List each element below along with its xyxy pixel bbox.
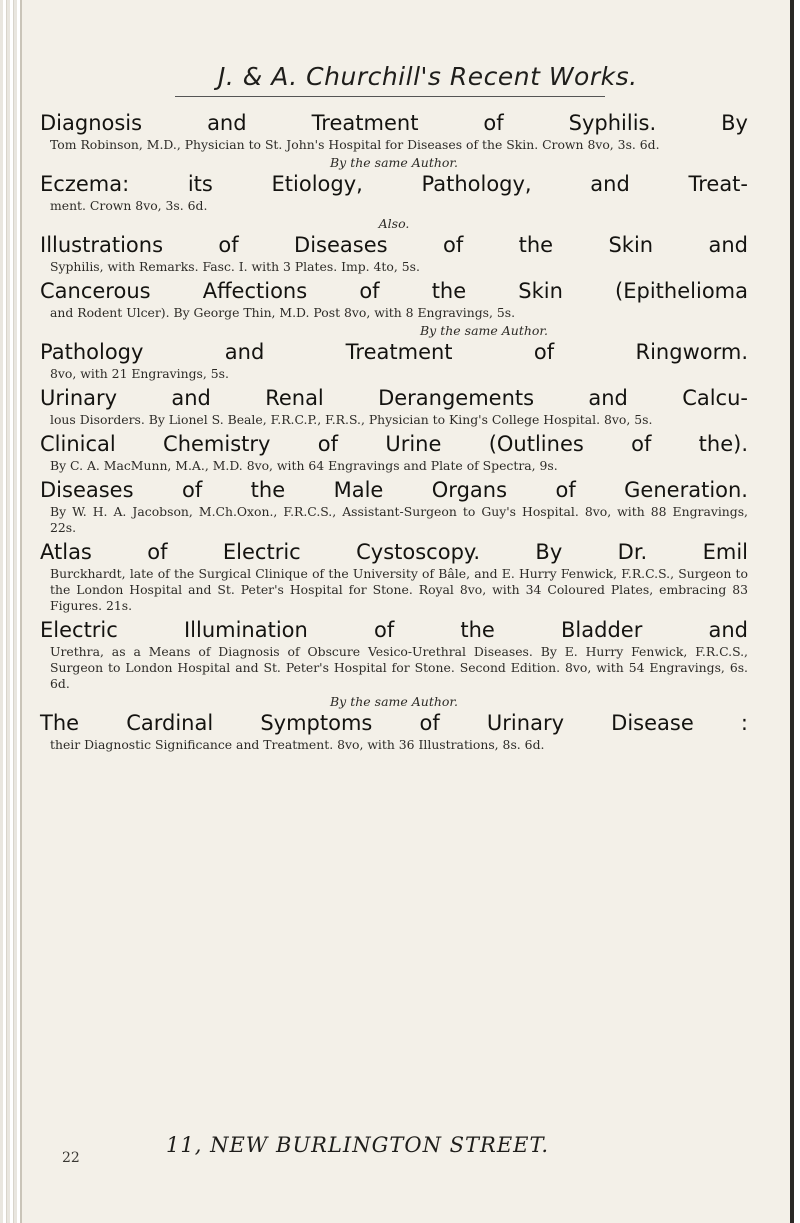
entry-body: Syphilis, with Remarks. Fasc. I. with 3 Plates. Imp. 4to, 5s. xyxy=(50,259,420,274)
publisher-address: 11, NEW BURLINGTON STREET. xyxy=(166,1133,550,1157)
entry-title: Atlas of Electric Cystoscopy. By Dr. Emil xyxy=(40,540,748,564)
entry-title: Clinical Chemistry of Urine (Outlines of the). xyxy=(40,432,748,456)
entry-byline: By the same Author. xyxy=(329,694,458,709)
entry-body: their Diagnostic Significance and Treatment. 8vo, with 36 Illustrations, 8s. 6d. xyxy=(50,737,545,752)
entry-title: Urinary and Renal Derangements and Calcu- xyxy=(40,386,748,410)
page-header: J. & A. Churchill's Recent Works. xyxy=(218,62,638,91)
entry-body: and Rodent Ulcer). By George Thin, M.D. Post 8vo, with 8 Engravings, 5s. xyxy=(50,305,516,320)
entry-byline: Also. xyxy=(378,216,410,231)
entry-title: Illustrations of Diseases of the Skin and xyxy=(40,233,748,257)
entry-title: Eczema: its Etiology, Pathology, and Treat- xyxy=(40,172,748,196)
entry-title: Diagnosis and Treatment of Syphilis. By xyxy=(40,111,748,135)
book-list xyxy=(40,110,748,753)
entry-body: Urethra, as a Means of Diagnosis of Obscure Vesico-Urethral Diseases. By E. Hurry Fenwick, F.R.C.S., Surgeon to London Hospital and St. Peter's Hospital for Stone. Second Edition. 8vo, with 54 Engravings, 6s. 6d. xyxy=(50,644,748,691)
entry-body: By C. A. MacMunn, M.A., M.D. 8vo, with 64 Engravings and Plate of Spectra, 9s. xyxy=(50,458,558,473)
entry-title: Pathology and Treatment of Ringworm. xyxy=(40,340,748,364)
page-number: 22 xyxy=(62,1150,80,1166)
entry-body: Burckhardt, late of the Surgical Clinique of the University of Bâle, and E. Hurry Fenwick, F.R.C.S., Surgeon to the London Hospital and St. Peter's Hospital for Stone. Royal 8vo, with 34 Coloured Plates, embracing 83 Figures. 21s. xyxy=(50,566,748,613)
entry-title: The Cardinal Symptoms of Urinary Disease : xyxy=(40,711,748,735)
entry-title: Electric Illumination of the Bladder and xyxy=(40,618,748,642)
entry-title: Cancerous Affections of the Skin (Epithelioma xyxy=(40,279,748,303)
entry-body: lous Disorders. By Lionel S. Beale, F.R.C.P., F.R.S., Physician to King's College Hospital. 8vo, 5s. xyxy=(50,412,653,427)
binding-edge xyxy=(0,0,20,1223)
entry-body: Tom Robinson, M.D., Physician to St. John's Hospital for Diseases of the Skin. Crown 8vo, 3s. 6d. xyxy=(50,137,660,152)
entry-body: 8vo, with 21 Engravings, 5s. xyxy=(50,366,229,381)
entry-body: ment. Crown 8vo, 3s. 6d. xyxy=(50,198,208,213)
entry-title: Diseases of the Male Organs of Generation. xyxy=(40,478,748,502)
header-rule xyxy=(175,96,605,97)
entry-byline: By the same Author. xyxy=(420,323,549,338)
entry-body: By W. H. A. Jacobson, M.Ch.Oxon., F.R.C.S., Assistant-Surgeon to Guy's Hospital. 8vo, with 88 Engravings, 22s. xyxy=(50,504,748,535)
entry-byline: By the same Author. xyxy=(329,155,458,170)
